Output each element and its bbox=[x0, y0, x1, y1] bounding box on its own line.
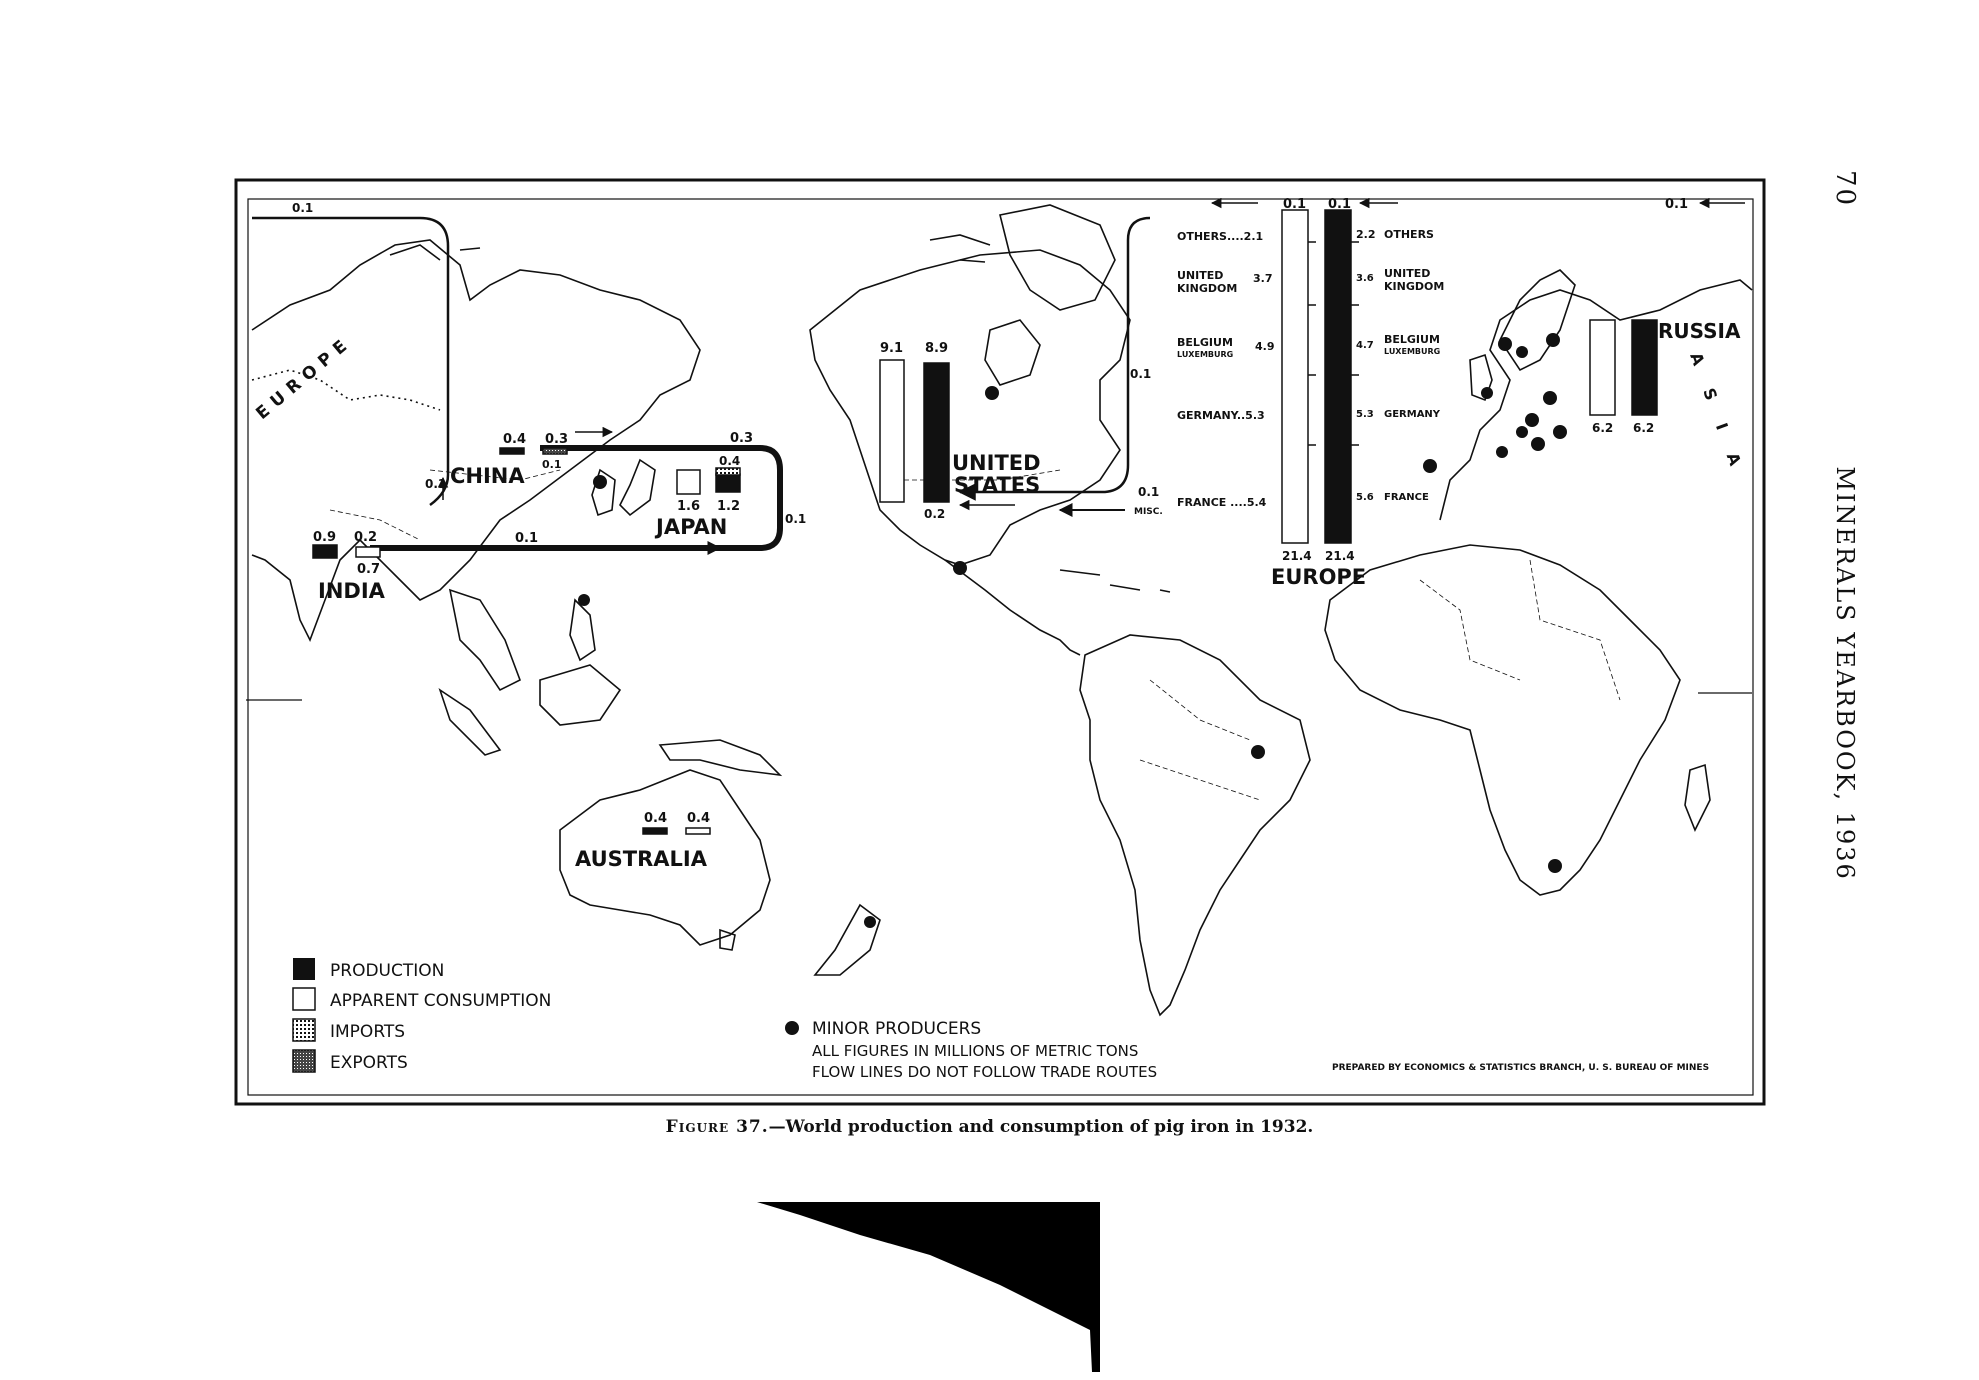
eu-cons-belg-1: BELGIUM bbox=[1177, 336, 1233, 349]
land-masses bbox=[252, 205, 1752, 1015]
sumatra-outline bbox=[440, 690, 500, 755]
map-frame-outer bbox=[236, 180, 1764, 1104]
region-australia: AUSTRALIA bbox=[575, 847, 707, 871]
minor-producer-dot bbox=[1553, 425, 1567, 439]
minor-producer-dot bbox=[864, 916, 876, 928]
eu-cons-uk-2: KINGDOM bbox=[1177, 282, 1238, 295]
value-left-arc: 0.1 bbox=[425, 477, 447, 491]
bar-india-consumption bbox=[356, 547, 380, 557]
bar-europe-consumption bbox=[1282, 210, 1308, 543]
page-number: 70 bbox=[1830, 170, 1860, 208]
map-text bbox=[252, 197, 1748, 1081]
bar-india-production bbox=[313, 545, 337, 558]
legend-imports-swatch bbox=[293, 1019, 315, 1041]
region-us-line2: STATES bbox=[954, 473, 1041, 497]
value-india-exp: 0.2 bbox=[354, 530, 378, 545]
value-india-cons: 0.7 bbox=[357, 562, 381, 577]
figure-caption bbox=[0, 1117, 1979, 1137]
legend-imports-label: IMPORTS bbox=[330, 1022, 406, 1042]
minor-producer-dot bbox=[1481, 387, 1493, 399]
eu-prod-germany: GERMANY bbox=[1384, 409, 1441, 420]
minor-producer-dot bbox=[1548, 859, 1562, 873]
value-china-prod: 0.4 bbox=[503, 432, 527, 447]
central-america-outline bbox=[945, 560, 1080, 655]
region-japan: JAPAN bbox=[656, 515, 728, 539]
value-misc: 0.1 bbox=[1138, 485, 1160, 499]
philippines-outline bbox=[570, 600, 595, 660]
minor-producer-dot bbox=[1496, 446, 1508, 458]
new-zealand-outline bbox=[815, 905, 880, 975]
eu-cons-others: OTHERS....2.1 bbox=[1177, 230, 1264, 243]
value-china-exp: 0.3 bbox=[545, 432, 569, 447]
region-europe-map: EUROPE bbox=[252, 331, 357, 424]
legend-exports-swatch bbox=[293, 1050, 315, 1072]
minor-producer-dot bbox=[985, 386, 999, 400]
arctic-islands bbox=[390, 235, 990, 262]
minor-producer-dot bbox=[1423, 459, 1437, 473]
bar-japan-imports bbox=[716, 468, 740, 475]
value-china-to-japan: 0.1 bbox=[542, 458, 562, 471]
value-europe-prod-total: 21.4 bbox=[1325, 549, 1355, 563]
value-top-left: 0.1 bbox=[292, 201, 314, 215]
eu-prod-uk-2: KINGDOM bbox=[1384, 280, 1445, 293]
value-russia-cons: 6.2 bbox=[1592, 421, 1614, 435]
value-japan-imp: 0.4 bbox=[719, 454, 741, 468]
bar-australia-production bbox=[643, 828, 667, 834]
eu-prod-belg-2: LUXEMBURG bbox=[1384, 347, 1441, 356]
value-us-cons: 9.1 bbox=[880, 341, 904, 356]
label-misc: MISC. bbox=[1134, 507, 1163, 517]
minor-producers-legend-dot bbox=[785, 1021, 799, 1035]
value-aus-prod: 0.4 bbox=[644, 811, 668, 826]
region-europe: EUROPE bbox=[1271, 565, 1367, 589]
bar-japan-production bbox=[716, 474, 740, 492]
region-us-line1: UNITED bbox=[952, 451, 1041, 475]
eu-cons-germany: GERMANY..5.3 bbox=[1177, 409, 1265, 422]
value-japan-cons: 1.6 bbox=[677, 499, 701, 514]
eu-prod-others: OTHERS bbox=[1384, 228, 1434, 241]
note-minor-producers: MINOR PRODUCERS bbox=[812, 1019, 982, 1039]
eu-cons-uk-1: UNITED bbox=[1177, 269, 1224, 282]
scan-artifacts bbox=[246, 693, 1752, 1372]
eu-prod-belg-1: BELGIUM bbox=[1384, 333, 1440, 346]
hudson-bay-outline bbox=[985, 320, 1040, 385]
value-canada-flow: 0.1 bbox=[1130, 367, 1152, 381]
minor-producer-dot bbox=[1531, 437, 1545, 451]
caption-text: —World production and consumption of pig iron in 1932. bbox=[768, 1117, 1314, 1137]
minor-producer-dot bbox=[578, 594, 590, 606]
value-india-prod: 0.9 bbox=[313, 530, 337, 545]
minor-producer-dots bbox=[578, 333, 1567, 928]
legend-consumption-label: APPARENT CONSUMPTION bbox=[330, 991, 552, 1011]
map-credit: PREPARED BY ECONOMICS & STATISTICS BRANCH, U. S. BUREAU OF MINES bbox=[1332, 1063, 1710, 1073]
madagascar-outline bbox=[1685, 765, 1710, 830]
eu-prod-belg-val: 4.7 bbox=[1356, 340, 1374, 351]
africa-outline bbox=[1325, 545, 1680, 895]
bar-russia-production bbox=[1632, 320, 1657, 415]
note-units: ALL FIGURES IN MILLIONS OF METRIC TONS bbox=[812, 1042, 1139, 1060]
minor-producer-dot bbox=[1543, 391, 1557, 405]
value-europe-out-left: 0.1 bbox=[1283, 197, 1307, 212]
note-flow-lines: FLOW LINES DO NOT FOLLOW TRADE ROUTES bbox=[812, 1063, 1158, 1081]
minor-producer-dot bbox=[1516, 426, 1528, 438]
bar-us-consumption bbox=[880, 360, 904, 502]
eu-prod-others-val: 2.2 bbox=[1356, 228, 1376, 241]
minor-producer-dot bbox=[1525, 413, 1539, 427]
minor-producer-dot bbox=[1516, 346, 1528, 358]
minor-producer-dot bbox=[1251, 745, 1265, 759]
minor-producer-dot bbox=[1546, 333, 1560, 347]
minor-producer-dot bbox=[953, 561, 967, 575]
japan-outline bbox=[620, 460, 655, 515]
south-america-outline bbox=[1080, 635, 1310, 1015]
running-header bbox=[1820, 170, 1864, 881]
region-asia: A S I A bbox=[1686, 349, 1749, 478]
se-asia-outline bbox=[450, 590, 520, 690]
region-india: INDIA bbox=[318, 579, 385, 603]
bar-russia-consumption bbox=[1590, 320, 1615, 415]
bar-australia-consumption bbox=[686, 828, 710, 834]
legend-production-swatch bbox=[293, 958, 315, 980]
bar-china-exports bbox=[543, 448, 567, 454]
eu-prod-france: FRANCE bbox=[1384, 492, 1429, 503]
value-japan-flow: 0.3 bbox=[730, 431, 754, 446]
map-frame-inner bbox=[248, 199, 1753, 1095]
region-china: CHINA bbox=[450, 464, 525, 488]
borneo-outline bbox=[540, 665, 620, 725]
eu-prod-uk-val: 3.6 bbox=[1356, 273, 1374, 284]
north-america-outline bbox=[810, 250, 1130, 565]
country-borders bbox=[330, 470, 1620, 800]
value-us-prod: 8.9 bbox=[925, 341, 949, 356]
bar-us-production bbox=[924, 363, 949, 502]
caribbean-islands bbox=[1060, 570, 1170, 592]
value-india-flow: 0.1 bbox=[515, 531, 539, 546]
value-europe-cons-total: 21.4 bbox=[1282, 549, 1312, 563]
scandinavia-outline bbox=[1500, 270, 1575, 370]
value-japan-right: 0.1 bbox=[785, 512, 807, 526]
value-russia-prod: 6.2 bbox=[1633, 421, 1655, 435]
minor-producer-dot bbox=[593, 475, 607, 489]
newguinea-outline bbox=[660, 740, 780, 775]
eu-cons-uk-val: 3.7 bbox=[1253, 272, 1273, 285]
bar-japan-consumption bbox=[677, 470, 700, 494]
value-russia-in: 0.1 bbox=[1665, 197, 1689, 212]
legend-consumption-swatch bbox=[293, 988, 315, 1010]
eu-cons-belg-val: 4.9 bbox=[1255, 340, 1275, 353]
value-japan-prod: 1.2 bbox=[717, 499, 741, 514]
value-europe-out-right: 0.1 bbox=[1328, 197, 1352, 212]
caption-figure-number: Figure 37. bbox=[665, 1117, 769, 1137]
greenland-outline bbox=[1000, 205, 1115, 310]
running-head-title: MINERALS YEARBOOK, 1936 bbox=[1831, 466, 1859, 881]
value-us-exp: 0.2 bbox=[924, 507, 946, 521]
eu-cons-france: FRANCE ....5.4 bbox=[1177, 496, 1267, 509]
bars bbox=[313, 210, 1657, 834]
region-russia: RUSSIA bbox=[1658, 319, 1741, 343]
bar-europe-production bbox=[1325, 210, 1351, 543]
eu-prod-uk-1: UNITED bbox=[1384, 267, 1431, 280]
eu-cons-belg-2: LUXEMBURG bbox=[1177, 350, 1234, 359]
legend-exports-label: EXPORTS bbox=[330, 1053, 408, 1073]
value-aus-cons: 0.4 bbox=[687, 811, 711, 826]
eu-prod-germany-val: 5.3 bbox=[1356, 409, 1374, 420]
legend-production-label: PRODUCTION bbox=[330, 961, 445, 981]
flow-europe-asia-loop bbox=[252, 218, 448, 505]
bar-china-production bbox=[500, 448, 524, 454]
scan-black-wedge bbox=[757, 1202, 1100, 1372]
eu-prod-france-val: 5.6 bbox=[1356, 492, 1374, 503]
minor-producer-dot bbox=[1498, 337, 1512, 351]
